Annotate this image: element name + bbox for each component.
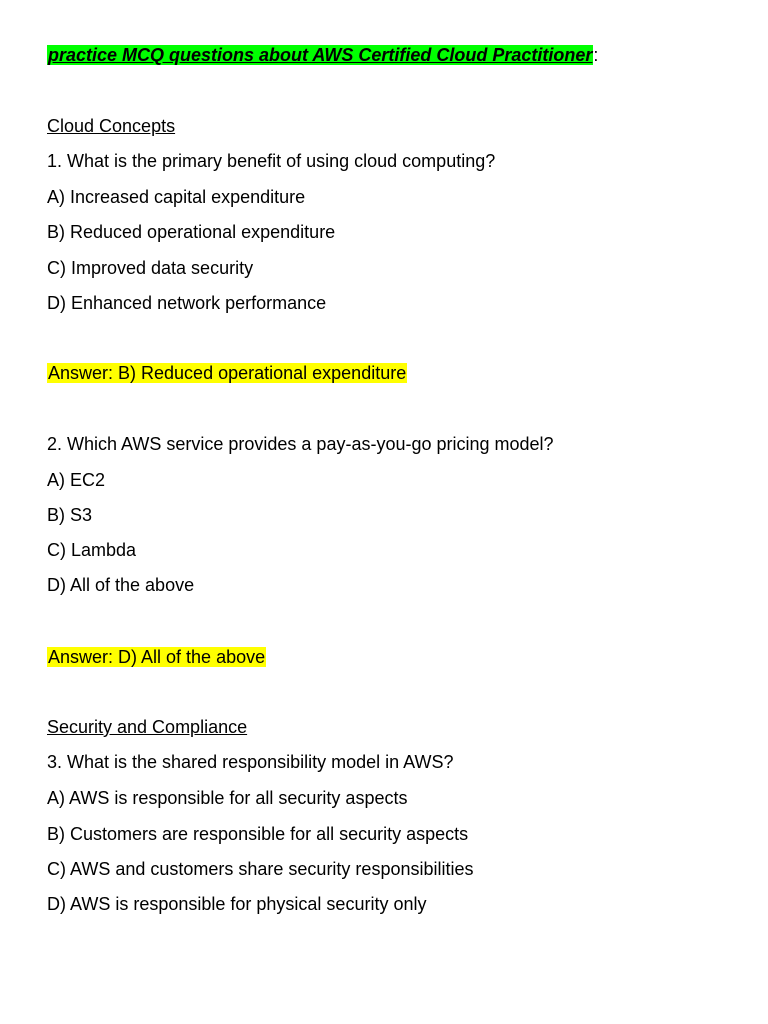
question-1-option-c: C) Improved data security: [47, 258, 254, 278]
section-heading-cloud-concepts: Cloud Concepts: [47, 116, 176, 136]
question-1-answer: [47, 362, 407, 384]
question-2-option-d: D) All of the above: [47, 575, 195, 595]
question-1-option-d: D) Enhanced network performance: [47, 293, 327, 313]
question-1-option-a: A) Increased capital expenditure: [47, 187, 306, 207]
question-1-answer-text: Answer: B) Reduced operational expenditure: [48, 363, 407, 383]
question-1-option-b: B) Reduced operational expenditure: [47, 222, 336, 242]
question-2-answer-text: Answer: D) All of the above: [48, 647, 266, 667]
document-title-colon: :: [593, 45, 599, 65]
question-2-option-b: B) S3: [47, 505, 93, 525]
question-2-option-c: C) Lambda: [47, 540, 137, 560]
question-3-option-d: D) AWS is responsible for physical security only: [47, 894, 427, 914]
question-3: 3. What is the shared responsibility model in AWS?: [47, 752, 454, 772]
question-3-option-b: B) Customers are responsible for all security aspects: [47, 824, 469, 844]
question-3-option-c: C) AWS and customers share security responsibilities: [47, 859, 474, 879]
question-3-option-a: A) AWS is responsible for all security aspects: [47, 788, 408, 808]
question-2-option-a: A) EC2: [47, 470, 106, 490]
question-2-answer: [47, 646, 266, 668]
document-title-text: practice MCQ questions about AWS Certified Cloud Practitioner: [48, 45, 593, 65]
section-heading-security-compliance: Security and Compliance: [47, 717, 248, 737]
question-2: 2. Which AWS service provides a pay-as-you-go pricing model?: [47, 434, 554, 454]
question-1: 1. What is the primary benefit of using cloud computing?: [47, 151, 496, 171]
document-title: [47, 44, 598, 66]
